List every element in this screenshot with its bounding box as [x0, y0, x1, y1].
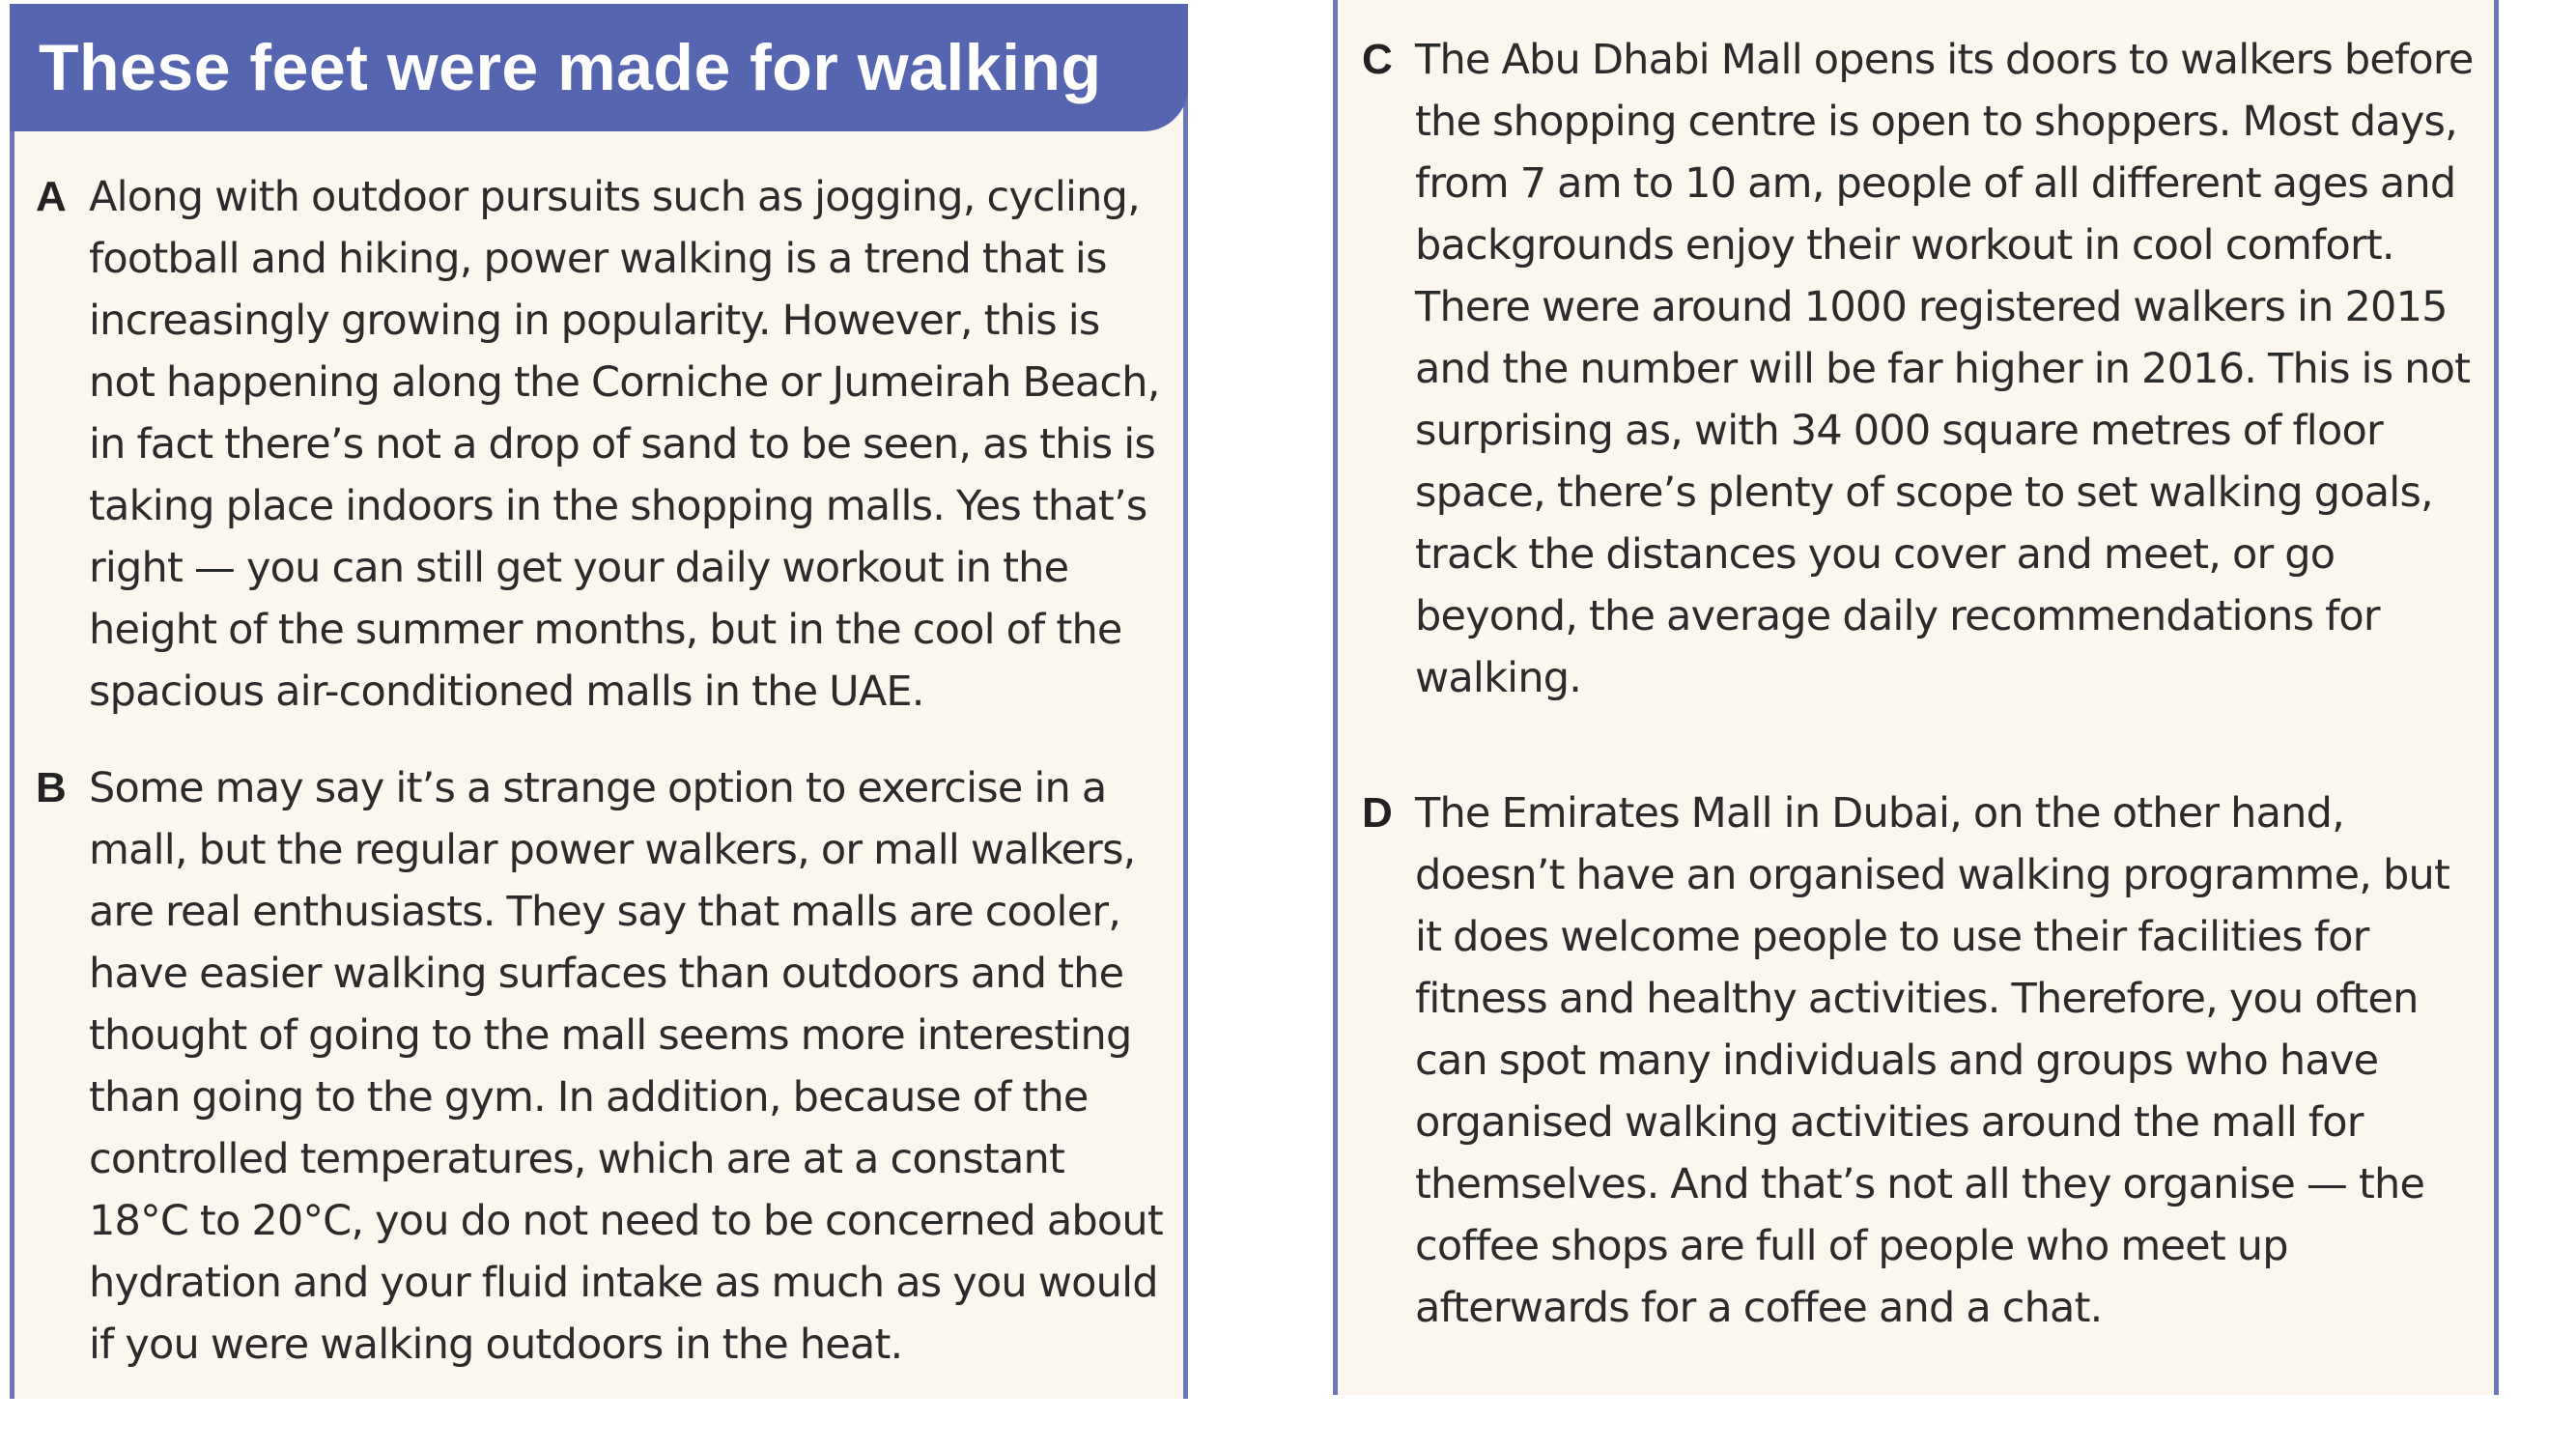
title-bar: [10, 4, 1188, 131]
section-text: Some may say it’s a strange option to exercise in a mall, but the regular power walkers, or mall walkers, are real enthusiasts. They say that malls are cooler, have easier walking surfaces than outdoors and the thought of going to the mall seems more interesting than going to the gym. In addition, because of the controlled temperatures, which are at a constant 18°C to 20°C, you do not need to be concerned about hydration and your fluid intake as much as you would if you were walking outdoors in the heat.: [89, 764, 1163, 1369]
section-letter: C: [1362, 36, 1393, 83]
section-b: [36, 757, 1171, 1376]
left-column-panel: [10, 4, 1188, 1399]
section-letter: D: [1362, 789, 1393, 837]
section-d: [1362, 782, 2477, 1339]
article-title: These feet were made for walking: [39, 31, 1102, 104]
section-c: [1362, 29, 2477, 709]
section-a: [36, 166, 1171, 723]
section-text: The Abu Dhabi Mall opens its doors to walkers before the shopping centre is open to shoppers. Most days, from 7 am to 10 am, people of all different ages and backgrounds enjoy their workout in cool comfort. There were around 1000 registered walkers in 2015 and the number will be far higher in 2016. This is not surprising as, with 34 000 square metres of floor space, there’s plenty of scope to set walking goals, track the distances you cover and meet, or go beyond, the average daily recommendations for walking.: [1415, 36, 2474, 702]
right-column-panel: [1333, 0, 2499, 1395]
section-text: The Emirates Mall in Dubai, on the other hand, doesn’t have an organised walking programme, but it does welcome people to use their facilities for fitness and healthy activities. Therefore, you often can spot many individuals and groups who have organised walking activities around the mall for themselves. And that’s not all they organise — the coffee shops are full of people who meet up afterwards for a coffee and a chat.: [1415, 789, 2450, 1332]
section-text: Along with outdoor pursuits such as jogging, cycling, football and hiking, power walking is a trend that is increasingly growing in popularity. However, this is not happening along the Corniche or Jumeirah Beach, in fact there’s not a drop of sand to be seen, as this is taking place indoors in the shopping malls. Yes that’s right — you can still get your daily workout in the height of the summer months, but in the cool of the spacious air-conditioned malls in the UAE.: [89, 173, 1160, 716]
section-letter: B: [36, 764, 67, 811]
section-letter: A: [36, 173, 67, 220]
